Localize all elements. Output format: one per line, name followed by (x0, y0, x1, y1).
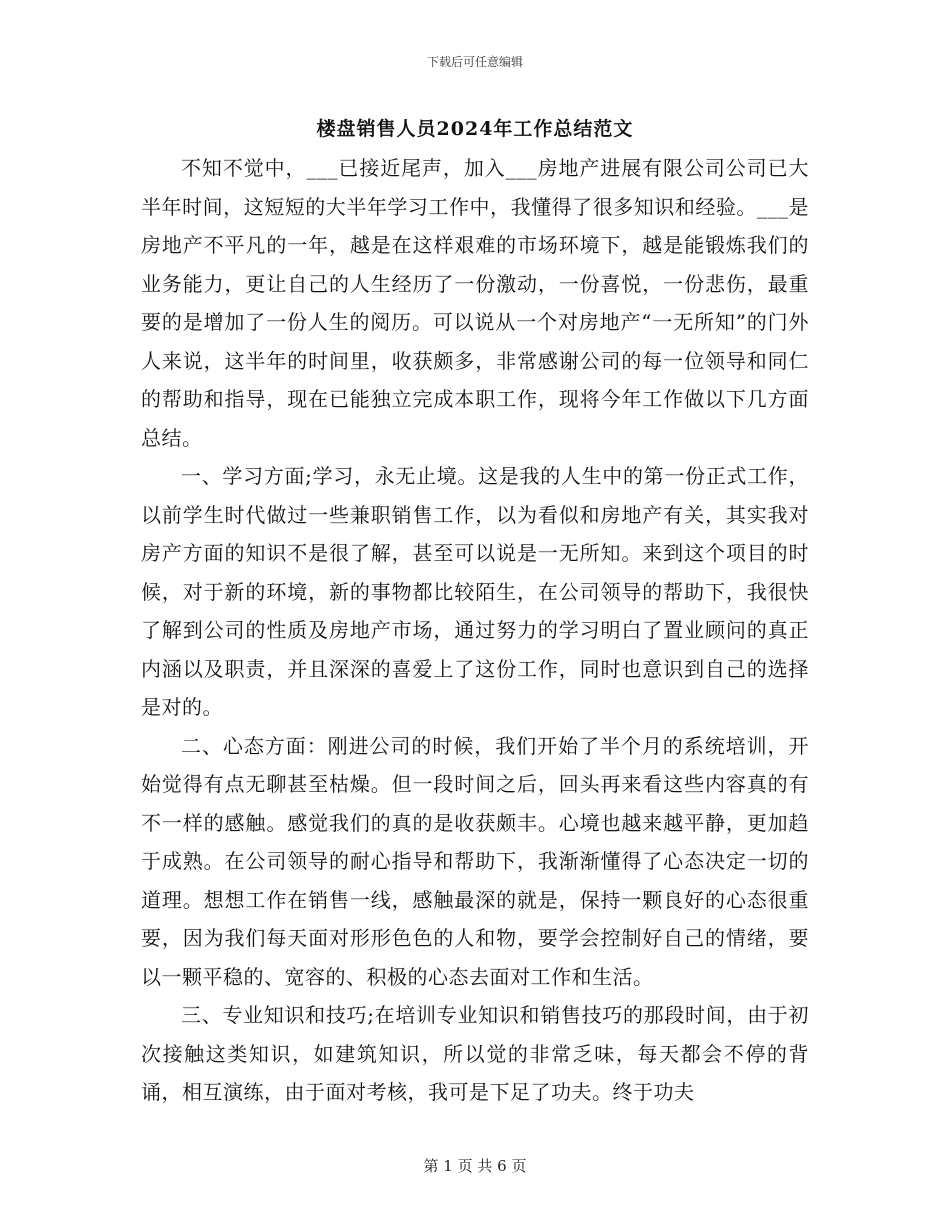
paragraph-intro: 不知不觉中，___已接近尾声，加入___房地产进展有限公司公司已大半年时间，这短短的大半年学习工作中，我懂得了很多知识和经验。___是房地产不平凡的一年，越是在这样艰难的市场环境下，越是能锻炼我们的业务能力，更让自己的人生经历了一份激动，一份喜悦，一份悲伤，最重要的是增加了一份人生的阅历。可以说从一个对房地产“一无所知”的门外人来说，这半年的时间里，收获颇多，非常感谢公司的每一位领导和同仁的帮助和指导，现在已能独立完成本职工作，现将今年工作做以下几方面总结。 (141, 156, 809, 450)
page-indicator: 第 1 页 共 6 页 (423, 1157, 527, 1175)
paragraph-study: 一、学习方面;学习，永无止境。这是我的人生中的第一份正式工作，以前学生时代做过一些兼职销售工作，以为看似和房地产有关，其实我对房产方面的知识不是很了解，甚至可以说是一无所知。来到这个项目的时候，对于新的环境，新的事物都比较陌生，在公司领导的帮助下，我很快了解到公司的性质及房地产市场，通过努力的学习明白了置业顾问的真正内涵以及职责，并且深深的喜爱上了这份工作，同时也意识到自己的选择是对的。 (141, 464, 809, 719)
document-body (141, 149, 809, 1112)
paragraph-skills: 三、专业知识和技巧;在培训专业知识和销售技巧的那段时间，由于初次接触这类知识，如建筑知识，所以觉的非常乏味，每天都会不停的背诵，相互演练，由于面对考核，我可是下足了功夫。终于功夫 (141, 1003, 809, 1104)
paragraph-mindset: 二、心态方面：刚进公司的时候，我们开始了半个月的系统培训，开始觉得有点无聊甚至枯燥。但一段时间之后，回头再来看这些内容真的有不一样的感触。感觉我们的真的是收获颇丰。心境也越来越平静，更加趋于成熟。在公司领导的耐心指导和帮助下，我渐渐懂得了心态决定一切的道理。想想工作在销售一线，感触最深的就是，保持一颗良好的心态很重要，因为我们每天面对形形色色的人和物，要学会控制好自己的情绪，要以一颗平稳的、宽容的、积极的心态去面对工作和生活。 (141, 733, 809, 989)
header-note: 下载后可任意编辑 (426, 55, 523, 69)
document-title: 楼盘销售人员2024年工作总结范文 (316, 118, 634, 140)
